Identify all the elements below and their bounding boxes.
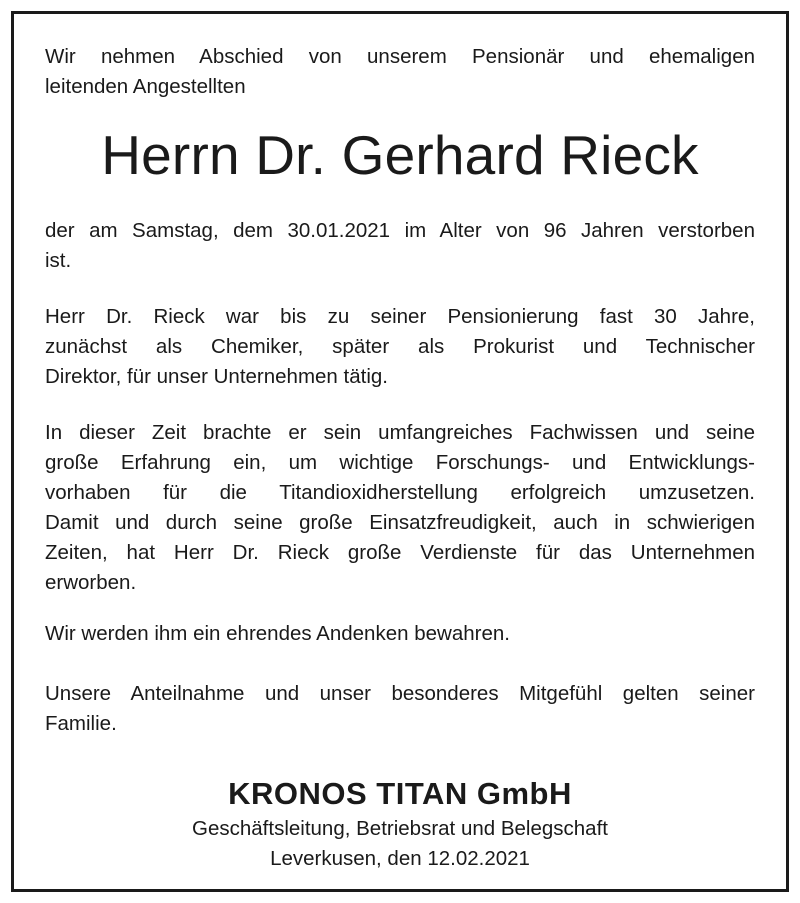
career-line-1: Herr Dr. Rieck war bis zu seiner Pensionierung fast 30 Jahre, — [45, 305, 755, 328]
condolence-line-1: Unsere Anteilnahme und unser besonderes Mitgefühl gelten seiner — [45, 682, 755, 705]
career-line-3: Direktor, für unser Unternehmen tätig. — [45, 365, 388, 388]
intro-line-1: Wir nehmen Abschied von unserem Pensionär und ehemaligen — [45, 45, 755, 68]
condolence-line-2: Familie. — [45, 712, 117, 735]
merits-line-4: Damit und durch seine große Einsatzfreudigkeit, auch in schwierigen — [45, 511, 755, 534]
career-paragraph — [45, 302, 755, 392]
merits-line-1: In dieser Zeit brachte er sein umfangreiches Fachwissen und seine — [45, 421, 755, 444]
merits-line-5: Zeiten, hat Herr Dr. Rieck große Verdienste für das Unternehmen — [45, 541, 755, 564]
merits-line-6: erworben. — [45, 571, 137, 594]
death-line-2: ist. — [45, 249, 72, 272]
intro-line-2: leitenden Angestellten — [45, 75, 246, 98]
company-name: KRONOS TITAN GmbH — [228, 776, 572, 811]
career-line-2: zunächst als Chemiker, später als Prokurist und Technischer — [45, 335, 755, 358]
deceased-name: Herrn Dr. Gerhard Rieck — [101, 124, 699, 186]
remembrance-line: Wir werden ihm ein ehrendes Andenken bewahren. — [45, 622, 510, 645]
condolence-paragraph — [45, 679, 755, 739]
place-date-line: Leverkusen, den 12.02.2021 — [270, 847, 530, 870]
death-line-1: der am Samstag, dem 30.01.2021 im Alter von 96 Jahren verstorben — [45, 219, 755, 242]
obituary-notice — [11, 11, 789, 892]
remembrance-paragraph — [45, 619, 755, 649]
signers-line: Geschäftsleitung, Betriebsrat und Belegschaft — [192, 817, 608, 840]
merits-line-3: vorhaben für die Titandioxidherstellung erfolgreich umzusetzen. — [45, 481, 755, 504]
intro-text — [45, 42, 755, 102]
merits-paragraph — [45, 418, 755, 598]
death-paragraph — [45, 216, 755, 276]
merits-line-2: große Erfahrung ein, um wichtige Forschungs- und Entwicklungs- — [45, 451, 755, 474]
